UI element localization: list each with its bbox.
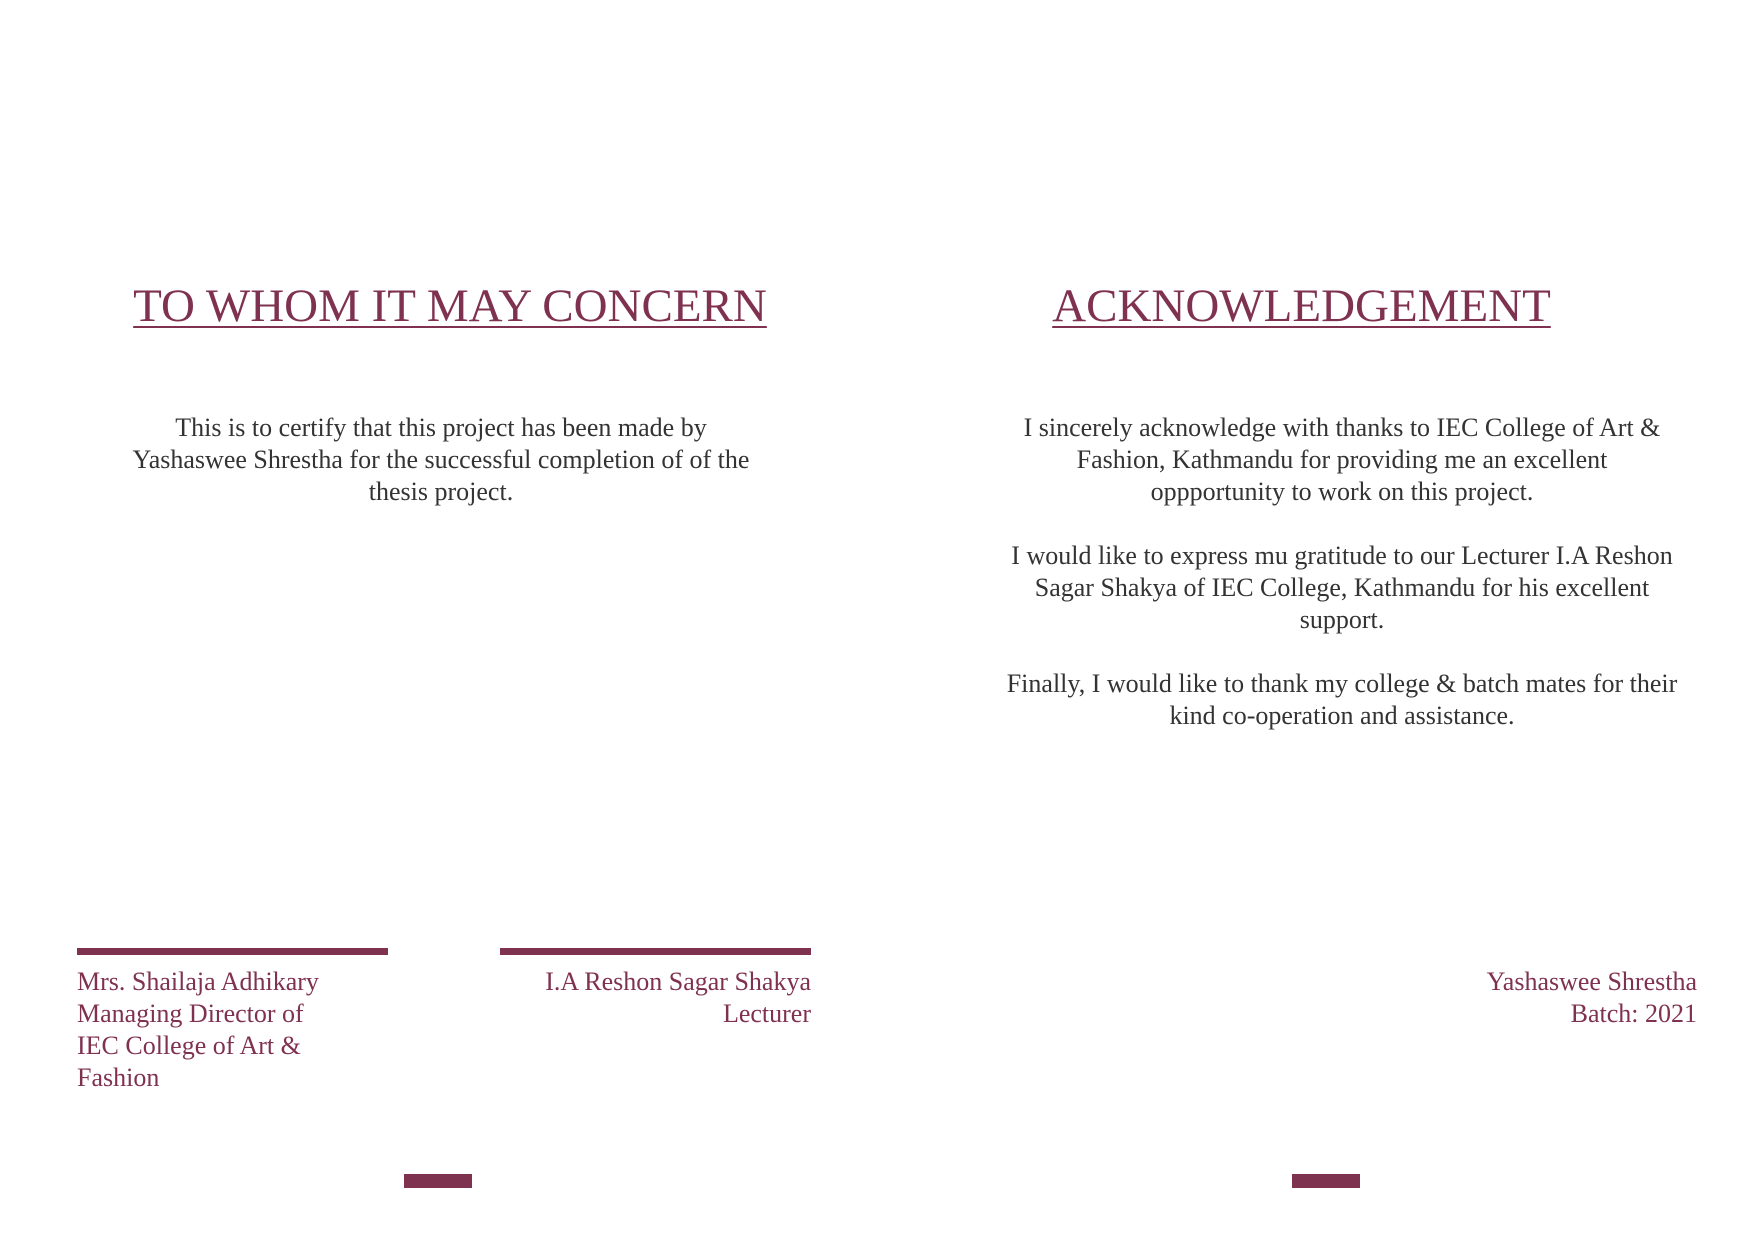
certification-line: This is to certify that this project has been made by: [175, 413, 707, 442]
author-name: Yashaswee Shrestha: [1486, 967, 1697, 996]
signature-line: [500, 948, 811, 955]
author-signature: [1297, 966, 1697, 1030]
paragraph-line: I would like to express mu gratitude to our Lecturer I.A Reshon: [1011, 541, 1673, 570]
certification-line: thesis project.: [368, 477, 514, 506]
author-batch: Batch: 2021: [1570, 999, 1697, 1028]
signatory-title: Lecturer: [722, 999, 811, 1028]
right-page: [876, 0, 1753, 1240]
page-marker: [1292, 1174, 1360, 1188]
signatory-name: I.A Reshon Sagar Shakya: [545, 967, 811, 996]
paragraph-line: Fashion, Kathmandu for providing me an excellent: [1076, 445, 1608, 474]
page-marker: [404, 1174, 472, 1188]
acknowledgement-heading: ACKNOWLEDGEMENT: [1052, 280, 1551, 332]
paragraph-line: oppportunity to work on this project.: [1150, 477, 1534, 506]
signature-line: [77, 948, 388, 955]
paragraph-line: I sincerely acknowledge with thanks to IEC College of Art &: [1023, 413, 1661, 442]
paragraph-line: Sagar Shakya of IEC College, Kathmandu for his excellent: [1034, 573, 1650, 602]
signatory-title: IEC College of Art &: [77, 1031, 301, 1060]
paragraph-line: kind co-operation and assistance.: [1169, 701, 1515, 730]
signatory-managing-director: [77, 966, 377, 1094]
acknowledgement-paragraph: [942, 668, 1742, 732]
left-page: [0, 0, 876, 1240]
acknowledgement-paragraph: [942, 412, 1742, 508]
acknowledgement-paragraph: [942, 540, 1742, 636]
paragraph-line: support.: [1299, 605, 1385, 634]
certificate-heading: TO WHOM IT MAY CONCERN: [133, 280, 767, 332]
certification-line: Yashaswee Shrestha for the successful completion of of the: [132, 445, 750, 474]
signatory-title: Fashion: [77, 1063, 160, 1092]
certification-text: [86, 412, 796, 508]
signatory-title: Managing Director of: [77, 999, 304, 1028]
signatory-lecturer: [460, 966, 811, 1030]
signatory-name: Mrs. Shailaja Adhikary: [77, 967, 319, 996]
paragraph-line: Finally, I would like to thank my college & batch mates for their: [1006, 669, 1678, 698]
